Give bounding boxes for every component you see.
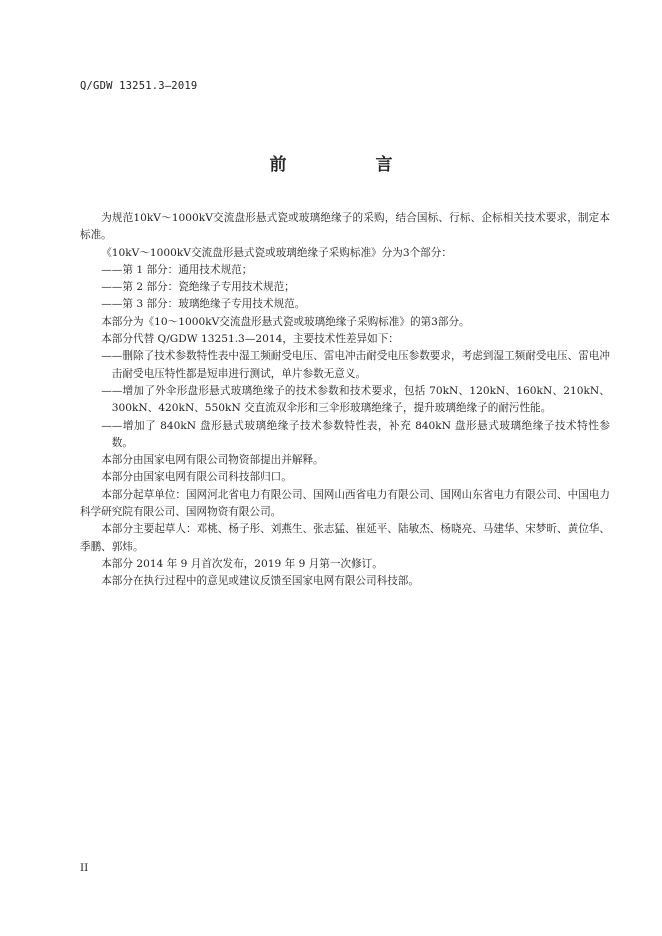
list-item-part-2: ——第 2 部分：瓷绝缘子专用技术规范； (101, 281, 295, 294)
list-item-difference-2: ——增加了外伞形盘形悬式玻璃绝缘子的技术参数和技术要求，包括 70kN、120kN、160kN、210kN、300kN、420kN、550kN 交直流双伞形和三伞形玻璃绝缘子，提升玻璃绝缘子的耐污性能。 (101, 384, 610, 415)
paragraph-feedback: 本部分在执行过程中的意见或建议反馈至国家电网有限公司科技部。 (101, 575, 419, 588)
foreword-body (80, 210, 610, 591)
paragraph-drafters: 本部分主要起草人：邓桃、杨子彤、刘燕生、张志猛、崔延平、陆敏杰、杨晓亮、马建华、宋梦昕、黄位华、季鹏、郭炜。 (80, 523, 610, 553)
paragraph-history: 本部分 2014 年 9 月首次发布，2019 年 9 月第一次修订。 (101, 557, 383, 570)
paragraph-replaces: 本部分代替 Q/GDW 13251.3—2014，主要技术性差异如下： (101, 333, 399, 346)
paragraph-drafting-units: 本部分起草单位：国网河北省电力有限公司、国网山西省电力有限公司、国网山东省电力有限公司、中国电力科学研究院有限公司、国网物资有限公司。 (80, 488, 610, 519)
list-item-difference-1: ——删除了技术参数特性表中湿工频耐受电压、雷电冲击耐受电压参数要求，考虑到湿工频耐受电压、雷电冲击耐受电压特性都是短串进行测试，单片参数无意义。 (101, 350, 610, 380)
page-number: II (80, 862, 89, 874)
paragraph-purpose: 为规范10kV～1000kV交流盘形悬式瓷或玻璃绝缘子的采购，结合国标、行标、企标相关技术要求，制定本标准。 (80, 212, 610, 242)
paragraph-parts-intro: 《10kV～1000kV交流盘形悬式瓷或玻璃绝缘子采购标准》分为3个部分： (101, 246, 452, 259)
list-item-difference-3: ——增加了 840kN 盘形悬式玻璃绝缘子技术参数特性表，补充 840kN 盘形悬式玻璃绝缘子技术特性参数。 (101, 419, 610, 449)
paragraph-managed-by: 本部分由国家电网有限公司科技部归口。 (101, 471, 292, 484)
paragraph-this-part: 本部分为《10～1000kV交流盘形悬式瓷或玻璃绝缘子采购标准》的第3部分。 (101, 315, 470, 328)
page-title: 前 言 (269, 155, 429, 175)
list-item-part-1: ——第 1 部分：通用技术规范； (101, 263, 253, 276)
list-item-part-3: ——第 3 部分：玻璃绝缘子专用技术规范。 (101, 298, 306, 311)
paragraph-proposed-by: 本部分由国家电网有限公司物资部提出并解释。 (101, 454, 324, 467)
document-code: Q/GDW 13251.3—2019 (80, 80, 198, 92)
